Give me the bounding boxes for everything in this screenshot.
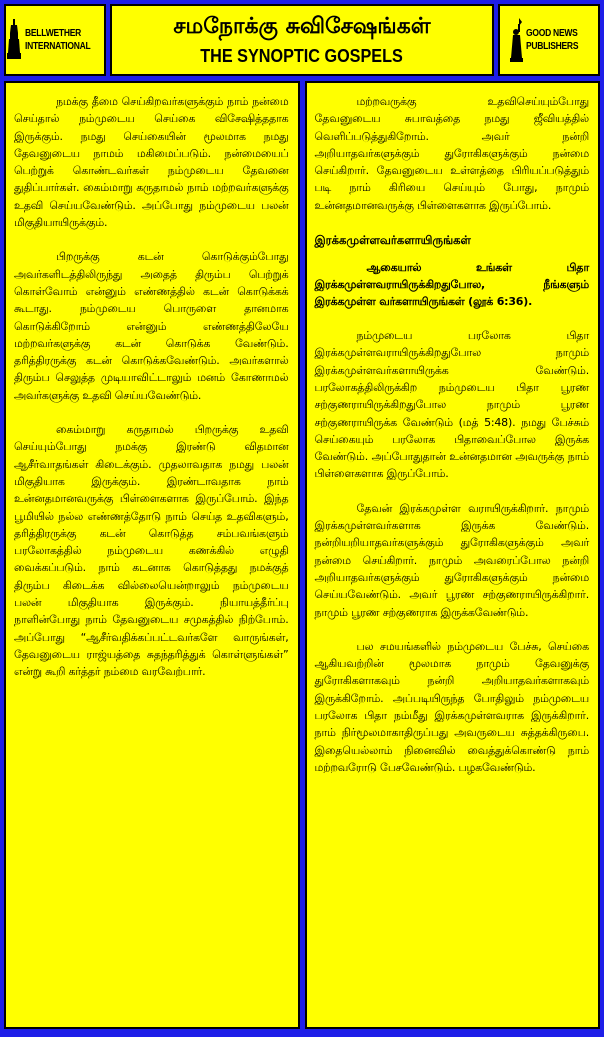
bell-tower-icon <box>7 19 23 61</box>
page-title-english: THE SYNOPTIC GOSPELS <box>200 46 404 66</box>
header <box>4 4 600 76</box>
left-logo-line-2: INTERNATIONAL <box>25 41 91 52</box>
left-paragraph-2: பிறருக்கு கடன் கொடுக்கும்போது அவர்களிடத்திலிருந்து அதைத் திரும்ப பெற்றுக் கொள்வோம் என்னும் எண்ணத்தில் கடன் கொடுக்கக் கூடாது. நம்முடைய பொருளை தானமாக கொடுக்கிறோம் என்னும் எண்ணத்திலேயே மற்றவர்களுக்கு கடன் கொடுக்க வேண்டும். தரித்திரருக்கு கடன் கொடுக்கவேண்டும். அவர்களால் திரும்ப செலுத்த முடியாவிட்டாலும் மனம் கோணாமல் அவர்களுக்கு உதவி செய்யவேண்டும். <box>14 250 289 402</box>
title-box <box>110 4 494 76</box>
left-logo-line-1: BELLWETHER <box>25 28 82 39</box>
torch-figure-icon <box>510 18 524 62</box>
right-paragraph-1: நம்முடைய பரலோக பிதா இரக்கமுள்ளவராயிருக்கிறதுபோல நாமும் இரக்கமுள்ளவர்களாயிருக்க வேண்டும். பரலோகத்திலிருக்கிற நம்முடைய பிதா பூரண சற்குணராயிருக்கிறதுபோல நாமும் பூரண சற்குணராயிருக்க வேண்டும் (மத் 5:48). நமது பேச்சும் செய்கையும் பரலோக பிதாவைப்போல இருக்க வேண்டும். அப்போதுதான் உன்னதமான அவருக்கு நாம் பிள்ளைகளாக இருப்போம். <box>314 329 589 481</box>
left-column <box>4 81 300 1029</box>
right-paragraph-2: தேவன் இரக்கமுள்ள வராயிருக்கிறார். நாமும் இரக்கமுள்ளவர்களாக இருக்க வேண்டும். நன்றியறியாதவர்களுக்கும் துரோகிகளுக்கும் அவர் நன்மை செய்கிறார். நாமும் அவரைப்போல நன்றி அறியாதவர்களுக்கும் துரோகிகளுக்கும் நன்மை செய்யவேண்டும். அவர் பூரண சற்குணராயிருக்கிறார். நாமும் பூரண சற்குணராக இருக்கவேண்டும். <box>314 501 589 619</box>
page-title-tamil: சமநோக்கு சுவிசேஷங்கள் <box>173 14 431 39</box>
good-news-logo <box>498 4 600 76</box>
right-intro-paragraph: மற்றவருக்கு உதவிசெய்யும்போது தேவனுடைய சுபாவத்தை நமது ஜீவியத்தில் வெளிப்படுத்துகிறோம். அவர் நன்றி அறியாதவர்களுக்கும் துரோகிகளுக்கும் நன்மை செய்கிறார். தேவனுடைய உள்ளத்தை பிரியப்படுத்தும் படி நாம் கிரியை செய்யும் போது, நாமும் உன்னதமானவருக்கு பிள்ளைகளாக இருப்போம். <box>314 95 589 212</box>
right-logo-line-2: PUBLISHERS <box>526 41 579 52</box>
left-paragraph-1: நமக்கு தீமை செய்கிறவர்களுக்கும் நாம் நன்மை செய்தால் நம்முடைய செய்கை விசேஷித்ததாக இருக்கும். நமது செய்கையின் மூலமாக நமது தேவனுடைய நாமம் மகிமைப்படும். நன்மையைப் பெற்றுக் கொண்டவர்கள் நம்முடைய தேவனை துதிப்பார்கள். கைம்மாறு கருதாமல் நாம் மற்றவர்களுக்கு உதவி செய்யவேண்டும். அப்போது நம்முடைய பலன் மிகுதியாயிருக்கும். <box>14 95 289 230</box>
bellwether-logo <box>4 4 106 76</box>
scripture-quote: ஆகையால் உங்கள் பிதா இரக்கமுள்ளவராயிருக்கிறதுபோல, நீங்களும் இரக்கமுள்ள வர்களாயிருங்கள் (லூக் 6:36). <box>314 261 589 309</box>
right-paragraph-3: பல சமயங்களில் நம்முடைய பேச்சு, செய்கை ஆகியவற்றின் மூலமாக நாமும் தேவனுக்கு துரோகிகளாகவும் நன்றி அறியாதவர்களாகவும் இருக்கிறோம். அப்படியிருந்த போதிலும் நம்முடைய பரலோக பிதா நம்மீது இரக்கமுள்ளவராக இருக்கிறார். நாம் நிர்மூலமாகாதிருப்பது அவருடைய சுத்தக்கிருபை. இதையெல்லாம் நினைவில் வைத்துக்கொண்டு நாம் மற்றவரோடு பேசவேண்டும். பழகவேண்டும். <box>314 639 589 774</box>
section-heading: இரக்கமுள்ளவர்களாயிருங்கள் <box>314 233 471 248</box>
right-logo-line-1: GOOD NEWS <box>526 28 578 39</box>
left-paragraph-3: கைம்மாறு கருதாமல் பிறருக்கு உதவி செய்யும்போது நமக்கு இரண்டு விதமான ஆசீர்வாதங்கள் கிடைக்கும். முதலாவதாக நமது பலன் மிகுதியாக இருக்கும். இரண்டாவதாக நாம் உன்னதமானவருக்கு பிள்ளைகளாக இருப்போம். இந்த பூமியில் நல்ல எண்ணத்தோடு நாம் செய்த உதவிகளும், தரித்திரருக்கு கடன் கொடுத்த சம்பவங்களும் பரலோகத்தில் நம்முடைய கணக்கில் எழுதி வைக்கப்படும். நாம் கடனாக கொடுத்தது நமக்குத் திரும்ப கிடைக்க வில்லையென்றாலும் நம்முடைய பலன் மிகுதியாக இருக்கும். நியாயத்தீர்ப்பு நாளின்போது நாம் தேவனுடைய சமுகத்தில் நிற்போம். அப்போது “ஆசீர்வதிக்கப்பட்டவர்களே வாருங்கள், தேவனுடைய ராஜ்யத்தை சுதந்தரித்துக் கொள்ளுங்கள்” என்று கூறி கர்த்தர் நம்மை வரவேற்பார். <box>14 423 289 679</box>
right-column <box>305 81 601 1029</box>
content <box>4 81 600 1029</box>
